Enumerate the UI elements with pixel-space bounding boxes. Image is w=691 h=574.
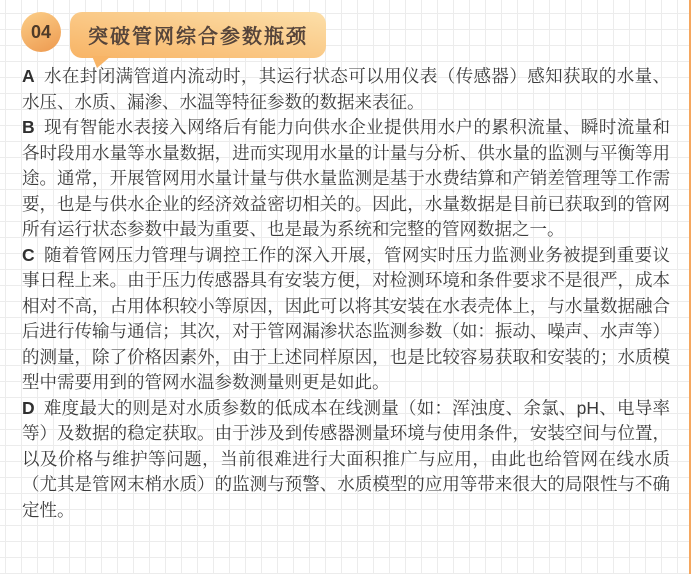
section-title-bubble: [70, 12, 326, 58]
paragraph-text: 现有智能水表接入网络后有能力向供水企业提供用水户的累积流量、瞬时流量和各时段用水量等水量数据，进而实现用水量的计量与分析、供水量的监测与平衡等用途。通常，开展管网用水量计量与供水量监测是基于水费结算和产销差管理等工作需要，也是与供水企业的经济效益密切相关的。因此，水量数据是目前已获取到的管网所有运行状态参数中最为重要、也是最为系统和完整的管网数据之一。: [22, 117, 670, 239]
paragraph: [22, 115, 670, 243]
paragraph-text: 随着管网压力管理与调控工作的深入开展，管网实时压力监测业务被提到重要议事日程上来。由于压力传感器具有安装方便，对检测环境和条件要求不是很严，成本相对不高，占用体积较小等原因，因此可以将其安装在水表壳体上，与水量数据融合后进行传输与通信；其次，对于管网漏渗状态监测参数（如：振动、噪声、水声等）的测量，除了价格因素外，由于上述同样原因，也是比较容易获取和安装的；水质模型中需要用到的管网水温参数测量则更是如此。: [22, 244, 670, 392]
section-number-badge: 04: [21, 12, 61, 52]
paragraph: [22, 64, 670, 115]
paragraph-label: A: [22, 66, 35, 86]
paragraph-label: D: [22, 397, 35, 418]
section-header: [21, 12, 326, 58]
paragraph-label: B: [22, 117, 35, 137]
paragraph-text: 水在封闭满管道内流动时，其运行状态可以用仪表（传感器）感知获取的水量、水压、水质、漏渗、水温等特征参数的数据来表征。: [22, 66, 670, 112]
body-text: [22, 64, 670, 523]
section-title: 突破管网综合参数瓶颈: [88, 26, 308, 48]
paragraph-label: C: [22, 244, 35, 265]
paragraph: [22, 396, 670, 524]
paragraph-text: 难度最大的则是对水质参数的低成本在线测量（如：浑浊度、余氯、pH、电导率等）及数据的稳定获取。由于涉及到传感器测量环境与使用条件，安装空间与位置，以及价格与维护等问题，当前很难进行大面积推广与应用，由此也给管网在线水质（尤其是管网末梢水质）的监测与预警、水质模型的应用等带来很大的局限性与不确定性。: [22, 397, 670, 520]
paragraph: [22, 243, 670, 396]
